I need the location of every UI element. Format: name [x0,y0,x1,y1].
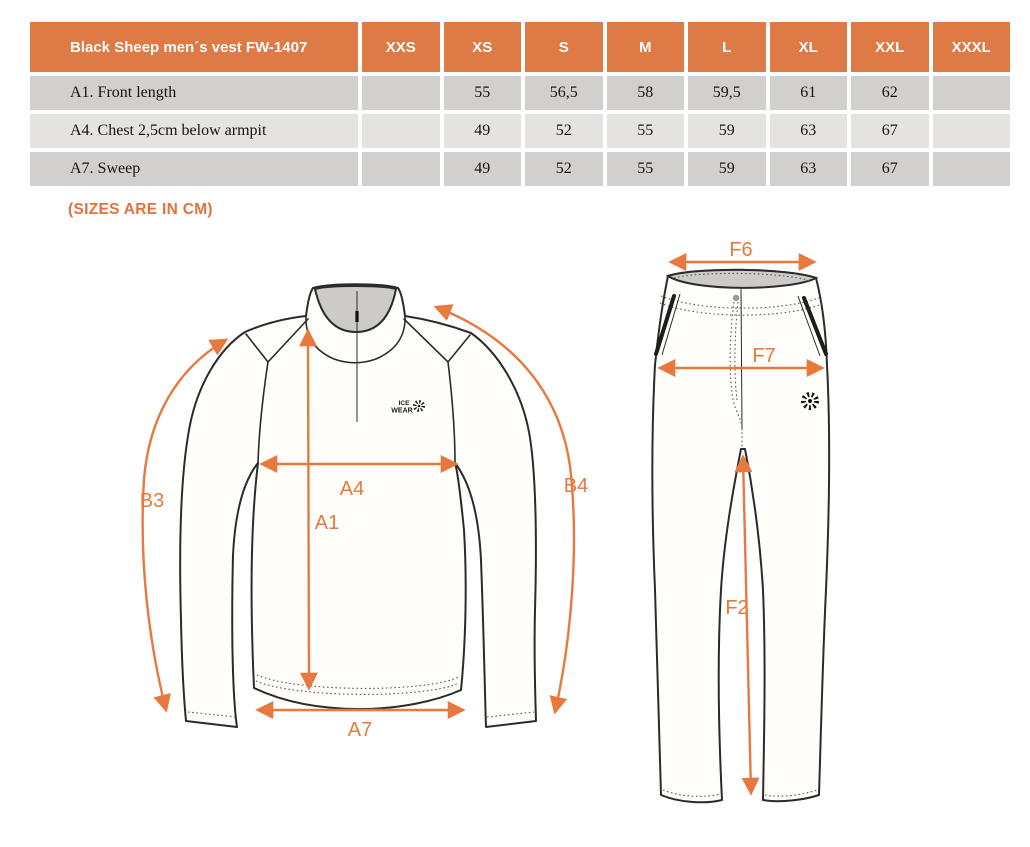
value-cell: 56,5 [525,76,603,110]
value-cell: 49 [444,152,522,186]
row-label-sweep: A7. Sweep [30,152,358,186]
b3-label: B3 [139,490,165,512]
f2-label: F2 [725,597,749,619]
col-header-s: S [525,22,603,72]
logo-line2: WEAR [391,407,413,415]
col-header-xl: XL [770,22,848,72]
value-cell: 58 [607,76,685,110]
value-cell: 63 [770,114,848,148]
value-cell: 59,5 [688,76,766,110]
table-title: Black Sheep men´s vest FW-1407 [30,22,358,72]
a1-label: A1 [314,512,340,534]
value-cell: 67 [851,114,929,148]
value-cell: 62 [851,76,929,110]
units-caption: (SIZES ARE IN CM) [68,201,213,218]
col-header-xxxl: XXXL [933,22,1011,72]
value-cell: 63 [770,152,848,186]
pants-silhouette [652,270,829,802]
zipper-pull [355,311,358,322]
vest-silhouette [180,284,536,727]
row-label-chest: A4. Chest 2,5cm below armpit [30,114,358,148]
value-cell: 55 [607,114,685,148]
pants-drawing [652,239,829,802]
f6-label: F6 [729,239,753,261]
value-cell: 59 [688,152,766,186]
a1-arrow [308,331,309,688]
value-cell: 55 [444,76,522,110]
col-header-xs: XS [444,22,522,72]
col-header-xxs: XXS [362,22,440,72]
row-label-front-length: A1. Front length [30,76,358,110]
a4-label: A4 [339,478,365,500]
col-header-m: M [607,22,685,72]
logo-line1: ICE [398,400,410,407]
b4-label: B4 [563,475,589,497]
value-cell: 49 [444,114,522,148]
value-cell: 67 [851,152,929,186]
col-header-xxl: XXL [851,22,929,72]
waist-button [733,295,739,301]
value-cell: 59 [688,114,766,148]
value-cell: 52 [525,152,603,186]
vest-drawing [140,284,588,741]
value-cell: 55 [607,152,685,186]
value-cell: 52 [525,114,603,148]
f7-label: F7 [752,345,776,367]
f2-arrow [743,457,751,793]
a7-label: A7 [347,719,373,741]
value-cell: 61 [770,76,848,110]
col-header-l: L [688,22,766,72]
